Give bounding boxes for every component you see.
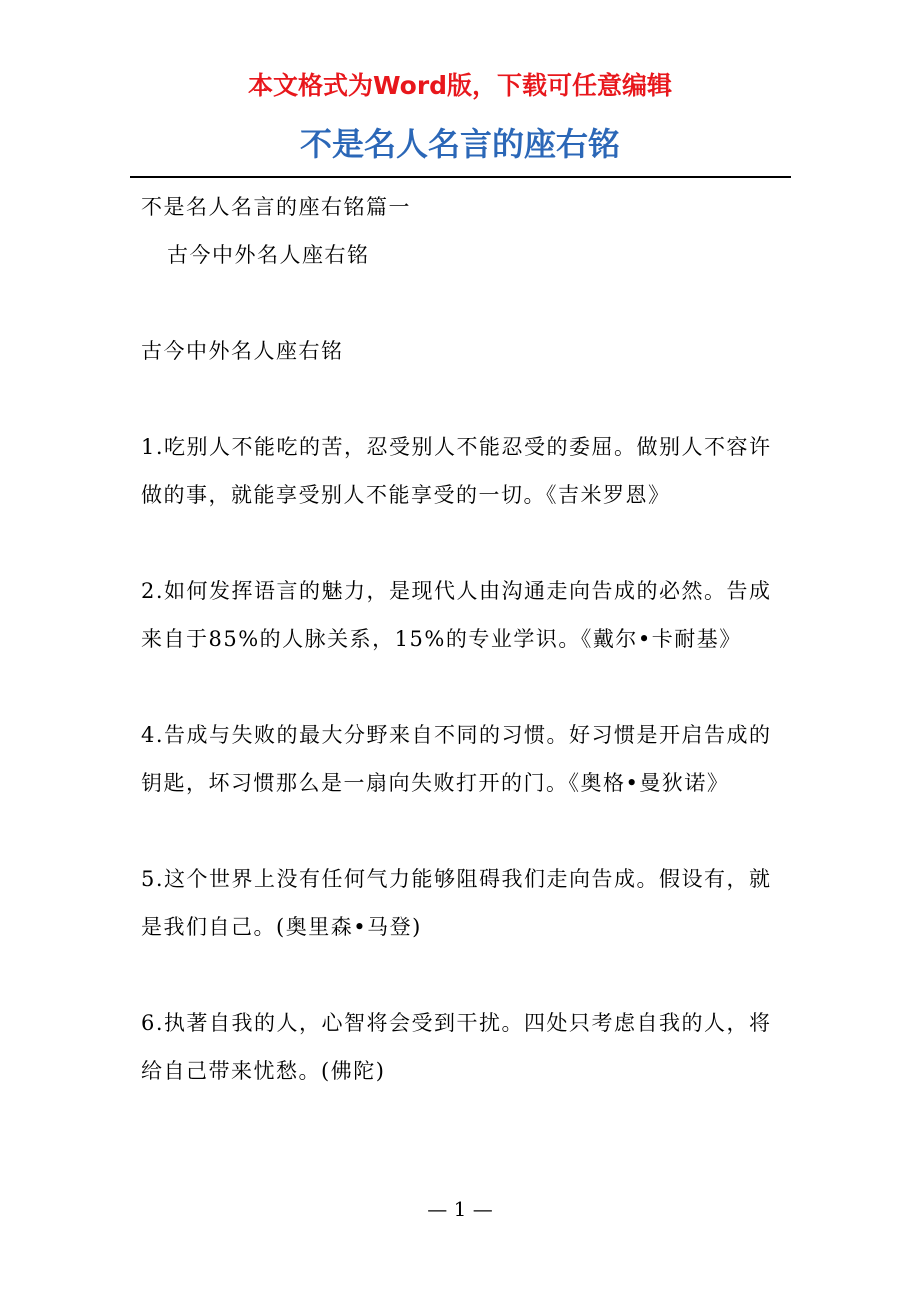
quote-paragraph-2: 2.如何发挥语言的魅力，是现代人由沟通走向告成的必然。告成来自于85%的人脉关系，15%的专业学识。《戴尔•卡耐基》 [141, 579, 772, 651]
format-banner: 本文格式为Word版，下载可任意编辑 [247, 71, 673, 100]
title-divider [130, 176, 791, 178]
document-body [141, 183, 791, 1095]
section-heading: 不是名人名言的座右铭篇一 [141, 195, 411, 219]
quote-paragraph-1: 1.吃别人不能吃的苦，忍受别人不能忍受的委屈。做别人不容许做的事，就能享受别人不能享受的一切。《吉米罗恩》 [141, 435, 772, 507]
document-title: 不是名人名言的座右铭 [299, 125, 620, 163]
quote-paragraph-6: 6.执著自我的人，心智将会受到干扰。四处只考虑自我的人，将给自己带来忧愁。(佛陀) [141, 1011, 772, 1083]
quote-paragraph-4: 4.告成与失败的最大分野来自不同的习惯。好习惯是开启告成的钥匙，坏习惯那么是一扇向失败打开的门。《奥格•曼狄诺》 [141, 723, 772, 795]
quote-paragraph-5: 5.这个世界上没有任何气力能够阻碍我们走向告成。假设有，就是我们自己。(奥里森•马登) [141, 867, 772, 939]
page-number: — 1 — [427, 1197, 493, 1221]
indented-subheading: 古今中外名人座右铭 [167, 243, 370, 267]
subheading: 古今中外名人座右铭 [141, 339, 344, 363]
